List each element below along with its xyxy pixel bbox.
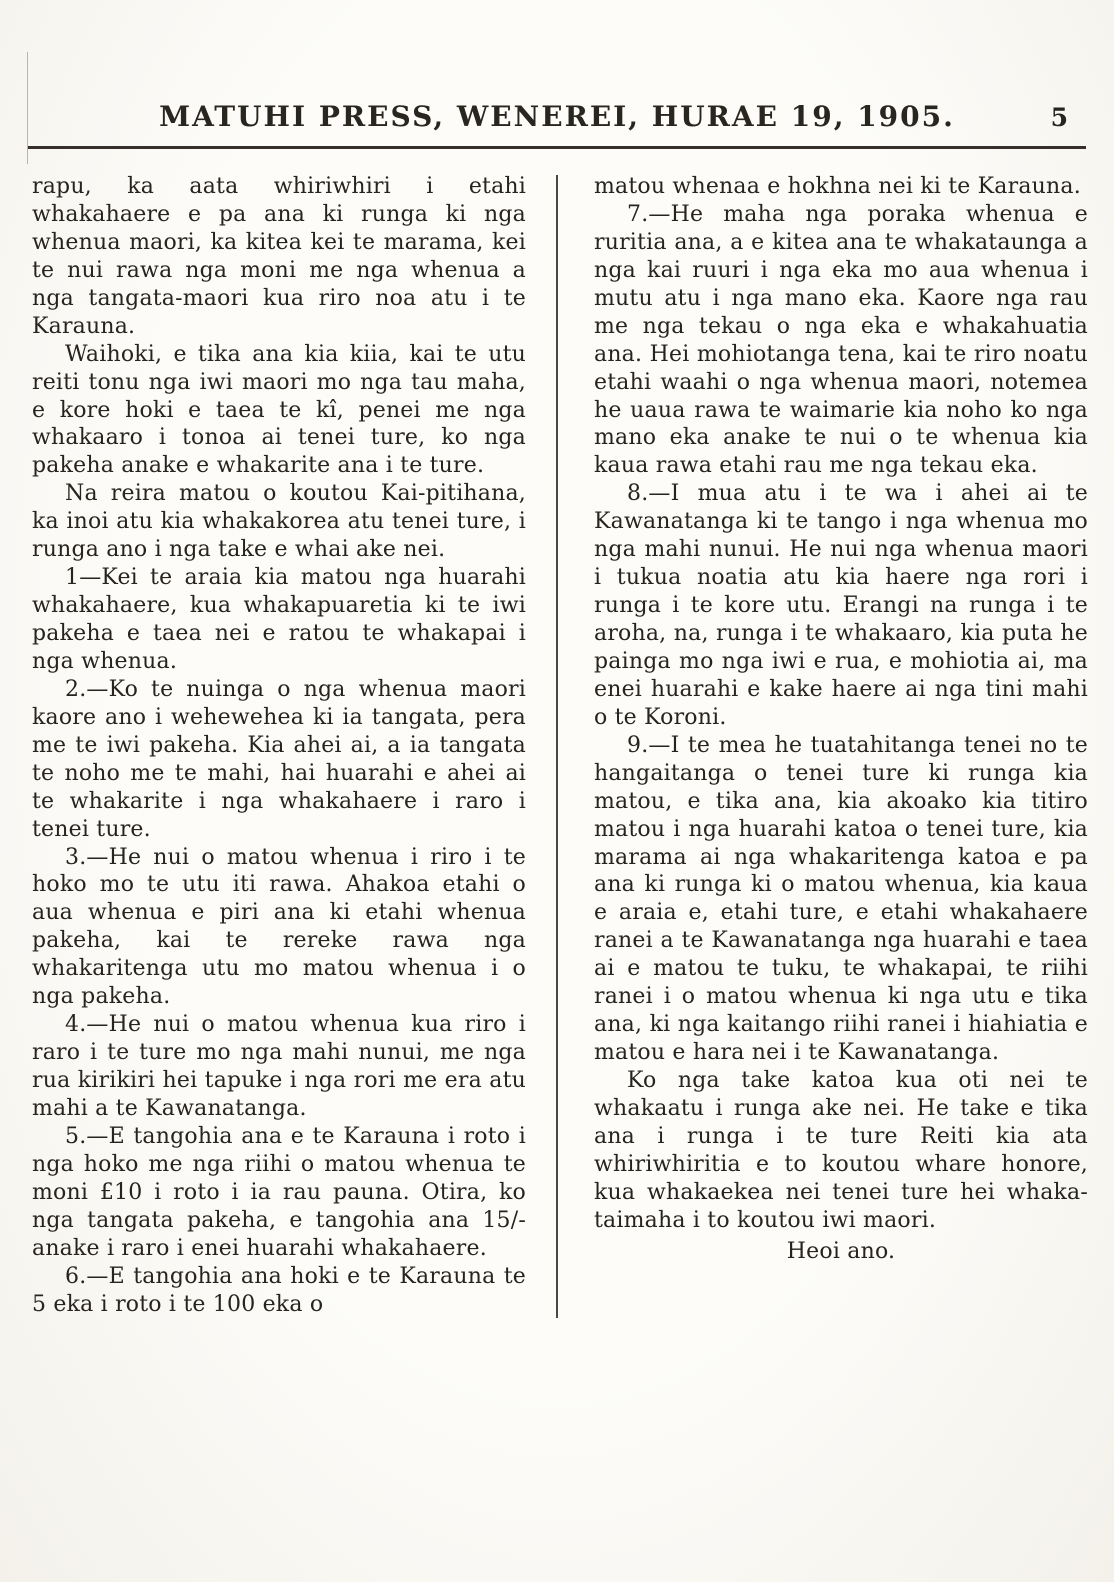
paragraph: Ko nga take katoa kua oti nei te whakaatu i runga ake nei. He take e tika ana i runga i te ture Reiti kia ata whiriwhiritia e to koutou whare honore, kua whakaekea nei tenei ture hei whaka-taimaha i to koutou iwi maori. bbox=[594, 1068, 1088, 1233]
paragraph: 7.—He maha nga poraka whenua e ruritia ana, a e kitea ana te whakataunga a nga kai ruuri i nga eka mo aua whenua i mutu atu i nga mano eka. Kaore nga rau me nga tekau o nga eka e whakahuatia ana. Hei mohiotanga tena, kai te riro noatu etahi waahi o nga whenua maori, notemea he uaua rawa te waimarie kia noho ko nga mano eka anake te nui o te whenua kia kaua rawa etahi rau me nga tekau eka. bbox=[594, 201, 1088, 479]
paragraph: 4.—He nui o matou whenua kua riro i raro i te ture mo nga mahi nunui, me nga rua kirikiri hei tapuke i nga rori me era atu mahi a te Kawanatanga. bbox=[32, 1012, 526, 1121]
paragraph: Heoi ano. bbox=[786, 1238, 896, 1264]
paragraph: 1—Kei te araia kia matou nga huarahi whakahaere, kua whakapuaretia ki te iwi pakeha e taea nei e ratou te whakapai i nga whenua. bbox=[32, 565, 526, 674]
paragraph: 5.—E tangohia ana e te Karauna i roto i nga hoko me nga riihi o matou whenua te moni £10 i roto i ia rau pauna. Otira, ko nga tangata pakeha, e tangohia ana 15/- anake i raro i enei huarahi whakahaere. bbox=[32, 1123, 526, 1261]
page-header bbox=[0, 0, 1114, 133]
paragraph: 2.—Ko te nuinga o nga whenua maori kaore ano i wehewehea ki ia tangata, pera me te iwi pakeha. Kia ahei ai, a ia tangata te noho me te mahi, hai huarahi e ahei ai te whakarite i nga whakahaere i raro i tenei ture. bbox=[32, 676, 526, 842]
paragraph: 6.—E tangohia ana hoki e te Karauna te 5 eka i roto i te 100 eka o bbox=[32, 1263, 526, 1317]
paragraph: Waihoki, e tika ana kia kiia, kai te utu reiti tonu nga iwi maori mo nga tau maha, e kore hoki e taea te kî, penei me nga whakaaro i tonoa ai tenei ture, ko nga pakeha anake e whakarite ana i te ture. bbox=[32, 341, 526, 479]
paragraph: matou whenaa e hokhna nei ki te Karauna. bbox=[594, 174, 1081, 199]
page-number: 5 bbox=[1050, 103, 1068, 132]
paragraph: Na reira matou o koutou Kai-pitihana, ka inoi atu kia whakakorea atu tenei ture, i runga ano i nga take e whai ake nei. bbox=[32, 481, 526, 563]
paragraph: 9.—I te mea he tuatahitanga tenei no te hangaitanga o tenei ture ki runga kia matou, e tika ana, kia akoako kia titiro matou i nga huarahi katoa o tenei ture, kia marama ai nga whakaritenga katoa e pa ana ki runga ki o matou whenua, kia kaua e araia e, etahi ture, e etahi whakahaere ranei a te Kawanatanga nga huarahi e taea ai e matou te tuku, te whakapai, te riihi ranei i o matou whenua ki nga utu e tika ana, ki nga kaitango riihi ranei i hiahiatia e matou e hara nei i te Kawanatanga. bbox=[594, 732, 1088, 1066]
article-body bbox=[0, 149, 1114, 1318]
right-column bbox=[558, 173, 1088, 1318]
paragraph: 3.—He nui o matou whenua i riro i te hoko mo te utu iti rawa. Ahakoa etahi o aua whenua e piri ana ki etahi whenua pakeha, kai te rereke rawa nga whakaritenga utu mo matou whenua i o nga pakeha. bbox=[32, 844, 526, 1010]
paragraph: 8.—I mua atu i te wa i ahei ai te Kawanatanga ki te tango i nga whenua mo nga mahi nunui. He nui nga whenua maori i tukua noatia atu kia haere nga rori i runga i te kore utu. Erangi na runga i te aroha, na, runga i te whakaaro, kia puta he painga mo nga iwi e rua, e mohiotia ai, ma enei huarahi e kake haere ai nga tini mahi o te Koroni. bbox=[594, 481, 1088, 730]
left-column bbox=[32, 173, 556, 1318]
masthead-title: MATUHI PRESS, WENEREI, HURAE 19, 1905. bbox=[159, 100, 955, 133]
paragraph: rapu, ka aata whiriwhiri i etahi whakahaere e pa ana ki runga ki nga whenua maori, ka kitea kei te marama, kei te nui rawa nga moni me nga whenua a nga tangata-maori kua riro noa atu i te Karauna. bbox=[32, 174, 526, 339]
